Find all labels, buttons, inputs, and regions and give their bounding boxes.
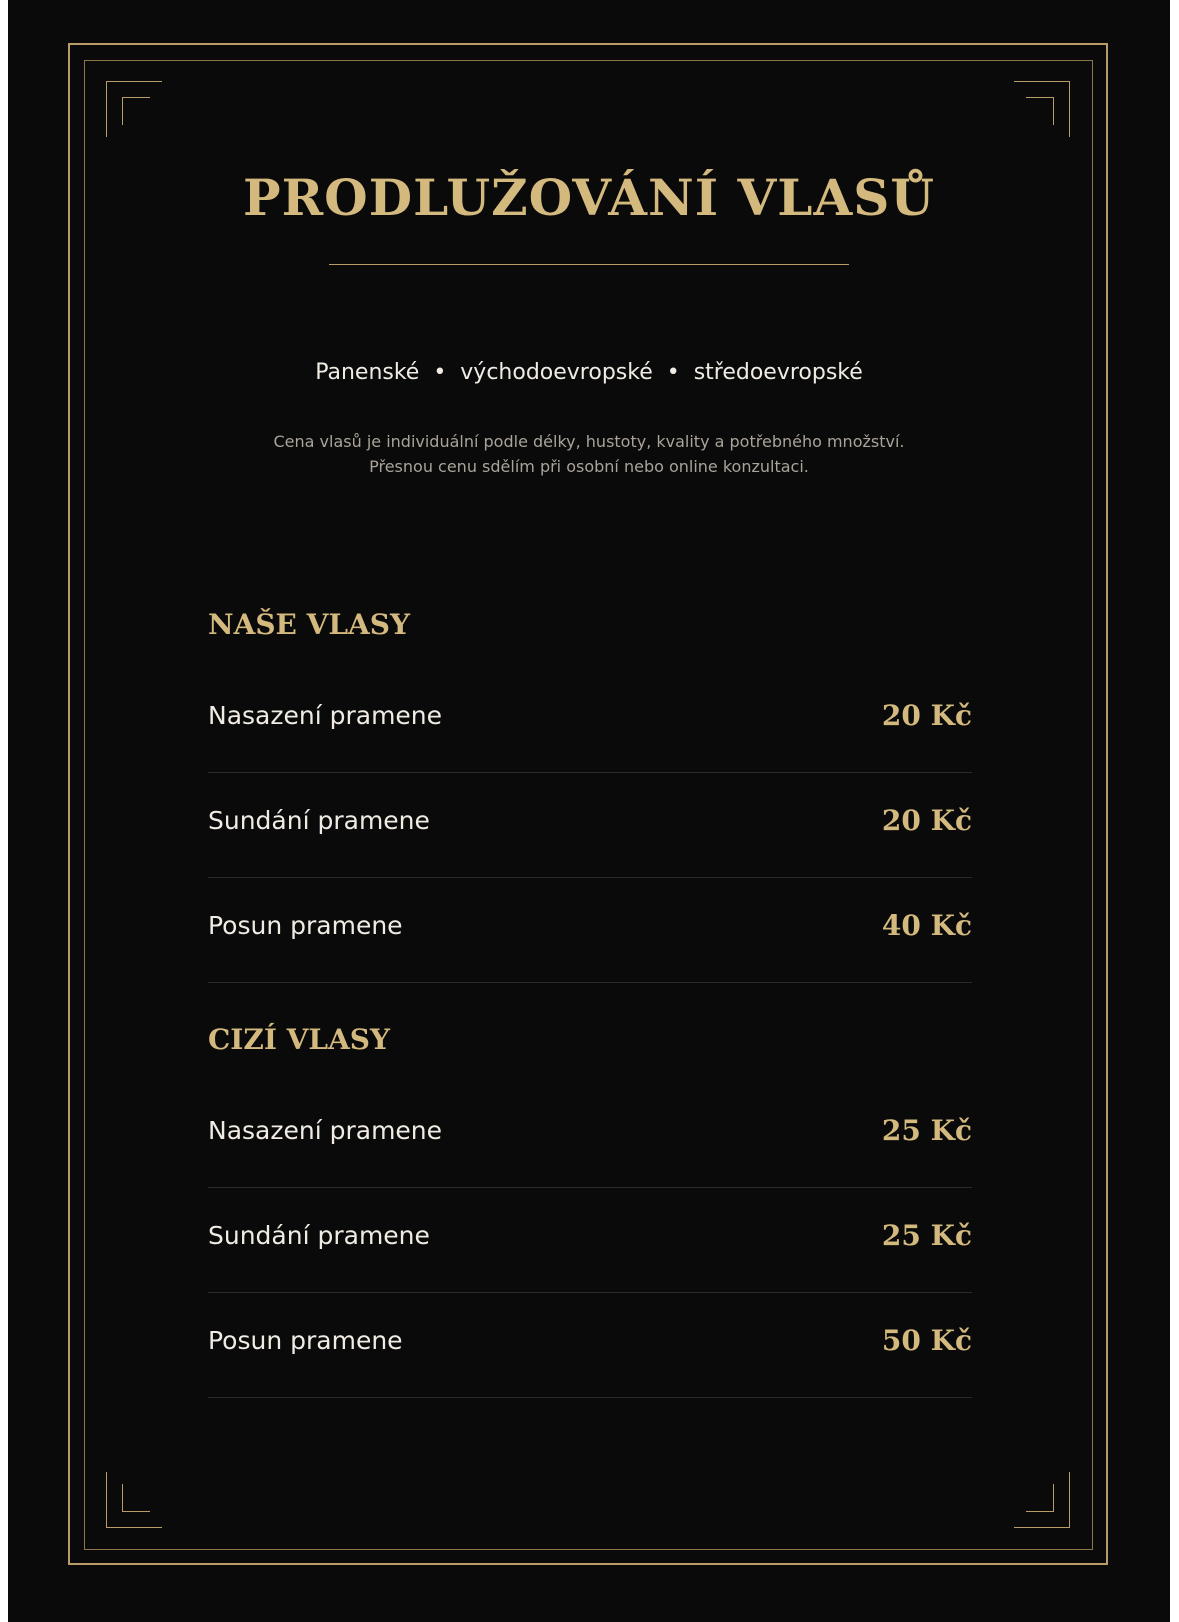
service-name: Posun pramene <box>208 911 403 940</box>
title-divider <box>329 264 849 265</box>
page-title: PRODLUŽOVÁNÍ VLASŮ <box>243 168 935 227</box>
section-title-nase-vlasy: NAŠE VLASY <box>208 608 410 641</box>
service-name: Nasazení pramene <box>208 1116 443 1145</box>
section-title-cizi-vlasy: CIZÍ VLASY <box>208 1023 391 1056</box>
price-note-line-1: Cena vlasů je individuální podle délky, hustoty, kvality a potřebného množství. <box>273 432 905 451</box>
corner-ornament-top-right <box>1014 81 1070 137</box>
price-list-page <box>8 0 1170 1622</box>
price-row <box>208 1206 972 1311</box>
row-divider <box>208 982 972 983</box>
hair-types-subtitle: Panenské • východoevropské • středoevropské <box>315 360 863 385</box>
row-divider <box>208 877 972 878</box>
price-note-line-2: Přesnou cenu sdělím při osobní nebo online konzultaci. <box>369 457 809 476</box>
service-name: Nasazení pramene <box>208 701 443 730</box>
row-divider <box>208 772 972 773</box>
row-divider <box>208 1397 972 1398</box>
service-price: 25 Kč <box>881 1114 972 1147</box>
service-price: 20 Kč <box>881 804 972 837</box>
price-row <box>208 686 972 791</box>
service-price: 20 Kč <box>881 699 972 732</box>
service-name: Posun pramene <box>208 1326 403 1355</box>
corner-ornament-top-left <box>106 81 162 137</box>
row-divider <box>208 1187 972 1188</box>
price-row <box>208 791 972 896</box>
price-row <box>208 1311 972 1416</box>
service-name: Sundání pramene <box>208 1221 430 1250</box>
service-price: 25 Kč <box>881 1219 972 1252</box>
service-name: Sundání pramene <box>208 806 430 835</box>
corner-ornament-bottom-left <box>106 1472 162 1528</box>
price-row <box>208 1101 972 1206</box>
corner-ornament-bottom-right <box>1014 1472 1070 1528</box>
service-price: 40 Kč <box>881 909 972 942</box>
service-price: 50 Kč <box>881 1324 972 1357</box>
row-divider <box>208 1292 972 1293</box>
price-row <box>208 896 972 1001</box>
